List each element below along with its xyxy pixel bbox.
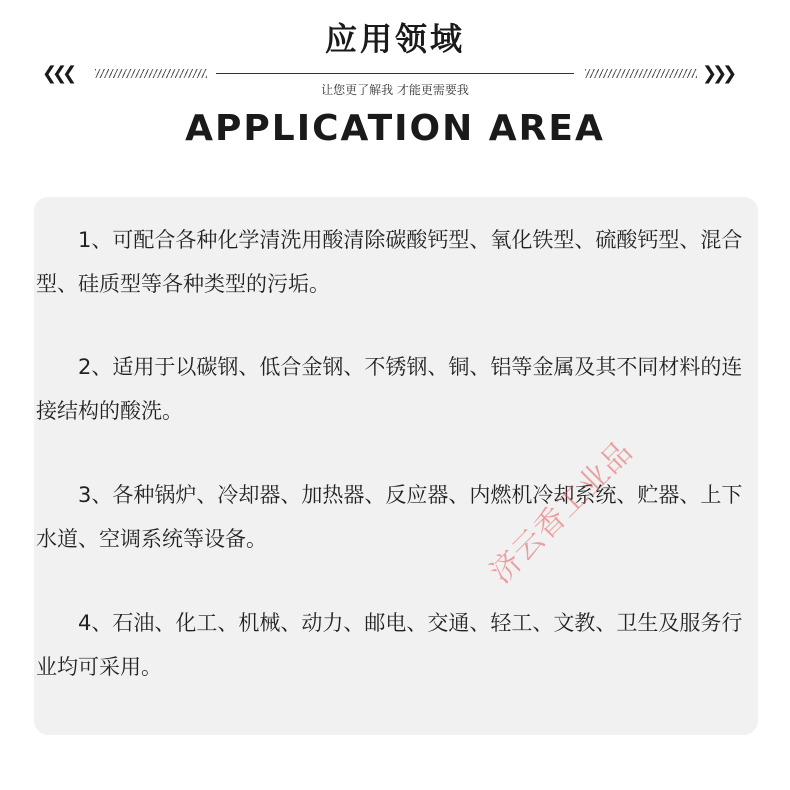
decorative-divider (0, 63, 790, 84)
hatch-pattern-left (95, 69, 207, 78)
application-paragraph-1: 1、可配合各种化学清洗用酸清除碳酸钙型、氧化铁型、硫酸钙型、混合型、硅质型等各种类型的污垢。 (36, 228, 743, 296)
application-paragraph-4: 4、石油、化工、机械、动力、邮电、交通、轻工、文教、卫生及服务行业均可采用。 (36, 611, 743, 679)
divider-line (216, 73, 574, 74)
page-title-en: APPLICATION AREA (185, 108, 605, 149)
hatch-pattern-right (585, 69, 697, 78)
chevron-right-icon: ❯❯❯ (702, 63, 733, 84)
chevron-left-icon: ❮❮❮ (42, 63, 73, 84)
watermark: 济云香工业品 (483, 434, 640, 591)
page-title-cn: 应用领域 (324, 20, 465, 58)
application-paragraph-3: 3、各种锅炉、冷却器、加热器、反应器、内燃机冷却系统、贮器、上下水道、空调系统等设备。 (36, 483, 743, 551)
page-subtitle: 让您更了解我 才能更需要我 (321, 83, 469, 97)
application-paragraph-2: 2、适用于以碳钢、低合金钢、不锈钢、铜、铝等金属及其不同材料的连接结构的酸洗。 (36, 355, 743, 423)
